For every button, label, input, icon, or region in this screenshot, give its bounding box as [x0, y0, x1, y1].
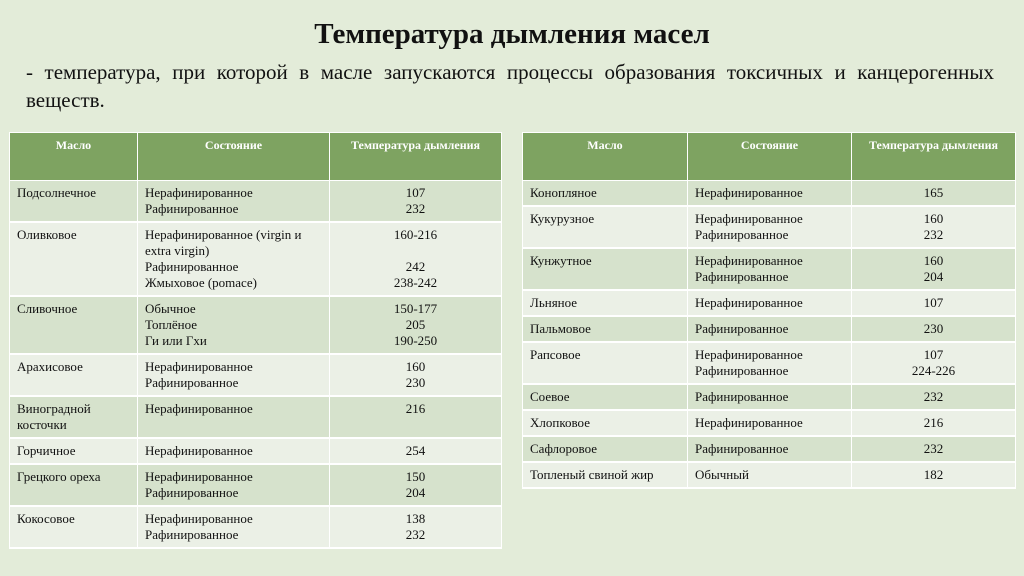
table-row [10, 296, 502, 354]
table-row [523, 316, 1016, 342]
oil-name: Оливковое [10, 222, 138, 296]
oil-name: Рапсовое [523, 342, 688, 384]
oil-name: Сафлоровое [523, 436, 688, 462]
oil-state: Рафинированное [688, 316, 852, 342]
oil-name: Сливочное [10, 296, 138, 354]
oil-name: Топленый свиной жир [523, 462, 688, 488]
oil-temp: 232 [852, 384, 1016, 410]
slide-subtitle: - температура, при которой в масле запускаются процессы образования токсичных и канцерогенных веществ. [26, 60, 994, 112]
oil-state: Обычное Топлёное Ги или Гхи [138, 296, 330, 354]
header-state: Состояние [688, 133, 852, 181]
table-row [10, 506, 502, 548]
table-row [10, 222, 502, 296]
oil-state: Нерафинированное Рафинированное [688, 248, 852, 290]
oil-state: Нерафинированное Рафинированное [688, 342, 852, 384]
oil-name: Кунжутное [523, 248, 688, 290]
smoke-point-table-left [9, 132, 502, 549]
table-header-row [10, 133, 502, 181]
header-oil: Масло [523, 133, 688, 181]
table-row [523, 342, 1016, 384]
table-row [10, 438, 502, 464]
oil-state: Рафинированное [688, 436, 852, 462]
oil-temp: 216 [852, 410, 1016, 436]
table-row [523, 206, 1016, 248]
oil-state: Нерафинированное (virgin и extra virgin) Рафинированное Жмыховое (pomace) [138, 222, 330, 296]
oil-state: Нерафинированное Рафинированное [138, 506, 330, 548]
oil-temp: 230 [852, 316, 1016, 342]
oil-name: Кокосовое [10, 506, 138, 548]
oil-temp: 107 232 [330, 181, 502, 223]
oil-temp: 216 [330, 396, 502, 438]
table-row [523, 290, 1016, 316]
oil-name: Подсолнечное [10, 181, 138, 223]
table-row [523, 462, 1016, 488]
oil-temp: 160-216 242 238-242 [330, 222, 502, 296]
oil-state: Нерафинированное [688, 290, 852, 316]
oil-temp: 107 [852, 290, 1016, 316]
oil-state: Рафинированное [688, 384, 852, 410]
oil-temp: 160 204 [852, 248, 1016, 290]
oil-state: Нерафинированное [138, 438, 330, 464]
oil-state: Нерафинированное [688, 181, 852, 207]
oil-temp: 165 [852, 181, 1016, 207]
table-row [10, 396, 502, 438]
oil-name: Горчичное [10, 438, 138, 464]
oil-temp: 150 204 [330, 464, 502, 506]
table-row [523, 181, 1016, 207]
oil-state: Нерафинированное Рафинированное [138, 354, 330, 396]
oil-name: Соевое [523, 384, 688, 410]
table-row [10, 354, 502, 396]
table-row [523, 436, 1016, 462]
oil-name: Пальмовое [523, 316, 688, 342]
oil-temp: 182 [852, 462, 1016, 488]
oil-state: Нерафинированное Рафинированное [138, 464, 330, 506]
oil-name: Грецкого ореха [10, 464, 138, 506]
header-state: Состояние [138, 133, 330, 181]
oil-state: Нерафинированное Рафинированное [138, 181, 330, 223]
oil-temp: 150-177 205 190-250 [330, 296, 502, 354]
oil-state: Обычный [688, 462, 852, 488]
oil-name: Конопляное [523, 181, 688, 207]
table-header-row [523, 133, 1016, 181]
smoke-point-table-right [522, 132, 1016, 489]
table-row [523, 248, 1016, 290]
table-row [10, 464, 502, 506]
oil-name: Кукурузное [523, 206, 688, 248]
table-row [10, 181, 502, 223]
oil-temp: 160 230 [330, 354, 502, 396]
oil-name: Хлопковое [523, 410, 688, 436]
oil-name: Виноградной косточки [10, 396, 138, 438]
oil-state: Нерафинированное [688, 410, 852, 436]
table-row [523, 410, 1016, 436]
slide-title: Температура дымления масел [314, 18, 710, 50]
oil-temp: 232 [852, 436, 1016, 462]
oil-temp: 254 [330, 438, 502, 464]
oil-name: Арахисовое [10, 354, 138, 396]
oil-temp: 160 232 [852, 206, 1016, 248]
oil-name: Льняное [523, 290, 688, 316]
table-row [523, 384, 1016, 410]
header-temp: Температура дымления [852, 133, 1016, 181]
oil-state: Нерафинированное [138, 396, 330, 438]
header-oil: Масло [10, 133, 138, 181]
oil-temp: 138 232 [330, 506, 502, 548]
header-temp: Температура дымления [330, 133, 502, 181]
oil-state: Нерафинированное Рафинированное [688, 206, 852, 248]
oil-temp: 107 224-226 [852, 342, 1016, 384]
